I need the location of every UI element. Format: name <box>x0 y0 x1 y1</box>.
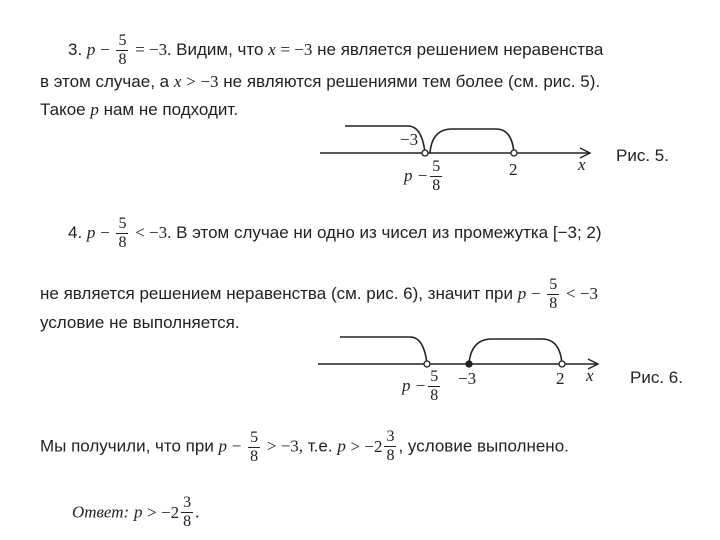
value: −3 <box>200 72 219 91</box>
text: Видим, что <box>176 39 264 59</box>
minus-sign: − <box>100 222 110 242</box>
lt-value: < −3. <box>135 222 172 242</box>
text: в этом случае, а <box>40 72 170 91</box>
label-p-minus-frac: p − $\frac{5}{8}$ <box>404 158 441 194</box>
equals-value: = −3. <box>135 39 172 59</box>
text: , условие выполнено. <box>398 436 569 456</box>
figure-caption: Рис. 5. <box>616 146 669 165</box>
conclusion-line <box>40 428 569 466</box>
label-x: x <box>586 366 594 385</box>
answer-line <box>72 494 199 531</box>
var-p: p <box>86 222 96 242</box>
text: не является решением неравенства <box>317 39 604 59</box>
fraction-5-8: $\frac{5}{8}$ <box>250 428 259 465</box>
lt-value: < −3 <box>566 283 598 303</box>
text: не является решением неравенства (см. рис. 6), значит при <box>40 283 513 303</box>
fraction-5-8: $\frac{5}{8}$ <box>549 276 558 312</box>
solution-arc-left <box>340 337 427 364</box>
point-neg3 <box>466 361 472 367</box>
var-p: p <box>337 436 346 456</box>
gt-value: > −3, <box>266 436 304 456</box>
label-2: 2 <box>509 160 518 179</box>
label-x: x <box>578 155 586 174</box>
case-number: 4. <box>68 222 83 242</box>
text: т.е. <box>307 436 333 456</box>
minus-sign: − <box>231 436 242 456</box>
equals-value: = −3 <box>280 39 313 59</box>
period: . <box>195 502 200 522</box>
label-neg3: −3 <box>400 130 419 149</box>
var-p: p <box>86 39 96 59</box>
answer-label: Ответ: <box>72 502 130 522</box>
gt-sign: > <box>186 72 196 91</box>
minus-sign: − <box>530 283 541 303</box>
var-p: p <box>133 502 143 522</box>
text: В этом случае ни одно из чисел из промежутка [−3; 2) <box>176 222 602 242</box>
mixed-number: > −2 $\frac{3}{8}$ <box>147 494 192 530</box>
case-number: 3. <box>68 39 83 59</box>
label-2: 2 <box>556 369 565 388</box>
text: не являются решениями тем более (см. рис. 5). <box>223 72 601 91</box>
var-x: x <box>173 72 182 91</box>
var-p: p <box>90 100 99 119</box>
minus-sign: − <box>100 39 110 59</box>
point-p <box>424 361 430 367</box>
label-neg3: −3 <box>458 369 477 388</box>
text: условие не выполняется. <box>40 313 240 332</box>
point-2 <box>559 361 565 367</box>
mixed-number: > −2 $\frac{3}{8}$ <box>350 428 395 464</box>
text: Мы получили, что при <box>40 436 214 456</box>
label-p-minus-frac: p − $\frac{5}{8}$ <box>402 368 439 404</box>
solution-arc-interval <box>469 339 562 364</box>
text: Такое <box>40 100 86 119</box>
var-x: x <box>268 39 276 59</box>
var-p: p <box>517 283 527 303</box>
var-p: p <box>218 436 228 456</box>
text: нам не подходит. <box>103 100 239 119</box>
fraction-5-8: $\frac{5}{8}$ <box>118 32 127 68</box>
figure-caption: Рис. 6. <box>630 368 683 387</box>
fraction-5-8: $\frac{5}{8}$ <box>118 215 127 251</box>
